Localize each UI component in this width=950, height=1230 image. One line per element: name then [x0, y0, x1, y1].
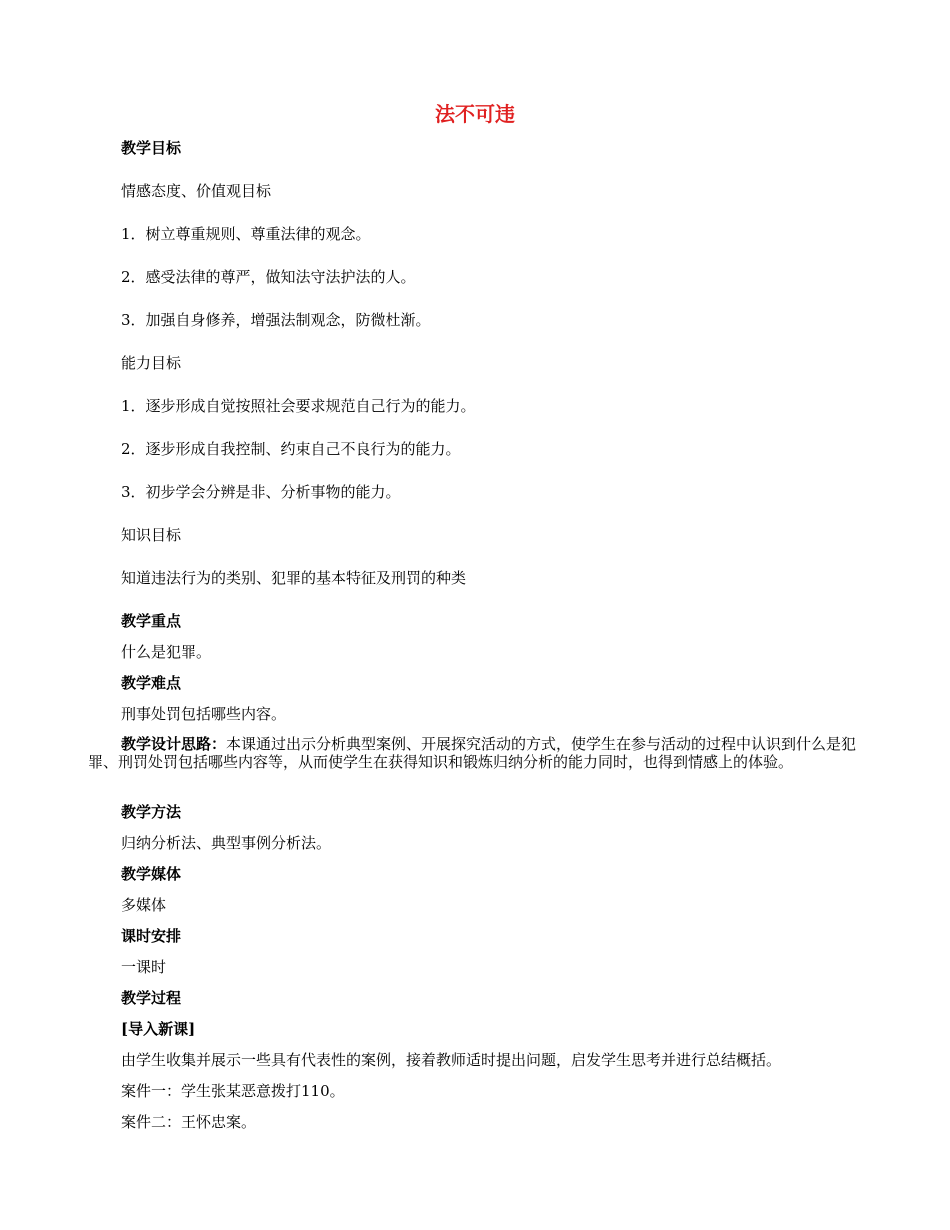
- case-one: 案件一：学生张某恶意拨打110。: [121, 1082, 345, 1100]
- intro-section-label: [导入新课]: [121, 1020, 196, 1038]
- media-text: 多媒体: [121, 896, 167, 914]
- intro-text: 由学生收集并展示一些具有代表性的案例，接着教师适时提出问题，启发学生思考并进行总结概括。: [121, 1051, 782, 1069]
- schedule-text: 一课时: [121, 958, 167, 976]
- ability-goal-1: 1．逐步形成自觉按照社会要求规范自己行为的能力。: [121, 397, 476, 415]
- difficulty-text: 刑事处罚包括哪些内容。: [121, 705, 287, 723]
- heading-process: 教学过程: [121, 989, 182, 1007]
- case-two: 案件二：王怀忠案。: [121, 1113, 257, 1131]
- emotion-goal-2: 2．感受法律的尊严，做知法守法护法的人。: [121, 268, 416, 286]
- heading-schedule: 课时安排: [121, 927, 182, 945]
- emotion-goal-1: 1．树立尊重规则、尊重法律的观念。: [121, 225, 371, 243]
- heading-method: 教学方法: [121, 803, 182, 821]
- design-idea-text: 本课通过出示分析典型案例、开展探究活动的方式，使学生在参与活动的过程中认识到什么是犯罪、刑罚处罚包括哪些内容等，从而使学生在获得知识和锻炼归纳分析的能力同时，也得到情感上的体验。: [88, 735, 857, 771]
- subheading-knowledge-goals: 知识目标: [121, 526, 182, 544]
- method-text: 归纳分析法、典型事例分析法。: [121, 834, 332, 852]
- subheading-emotion-goals: 情感态度、价值观目标: [121, 182, 272, 200]
- ability-goal-3: 3．初步学会分辨是非、分析事物的能力。: [121, 483, 401, 501]
- knowledge-goal: 知道违法行为的类别、犯罪的基本特征及刑罚的种类: [121, 569, 467, 587]
- subheading-ability-goals: 能力目标: [121, 354, 182, 372]
- heading-key-point: 教学重点: [121, 612, 182, 630]
- emotion-goal-3: 3．加强自身修养，增强法制观念，防微杜渐。: [121, 311, 431, 329]
- design-idea-label: 教学设计思路：: [121, 735, 227, 753]
- design-idea-paragraph: [88, 735, 863, 771]
- heading-difficulty: 教学难点: [121, 674, 182, 692]
- ability-goal-2: 2．逐步形成自我控制、约束自己不良行为的能力。: [121, 440, 461, 458]
- key-point-text: 什么是犯罪。: [121, 643, 212, 661]
- heading-teaching-goals: 教学目标: [121, 139, 182, 157]
- heading-media: 教学媒体: [121, 865, 182, 883]
- document-title: 法不可违: [435, 102, 515, 126]
